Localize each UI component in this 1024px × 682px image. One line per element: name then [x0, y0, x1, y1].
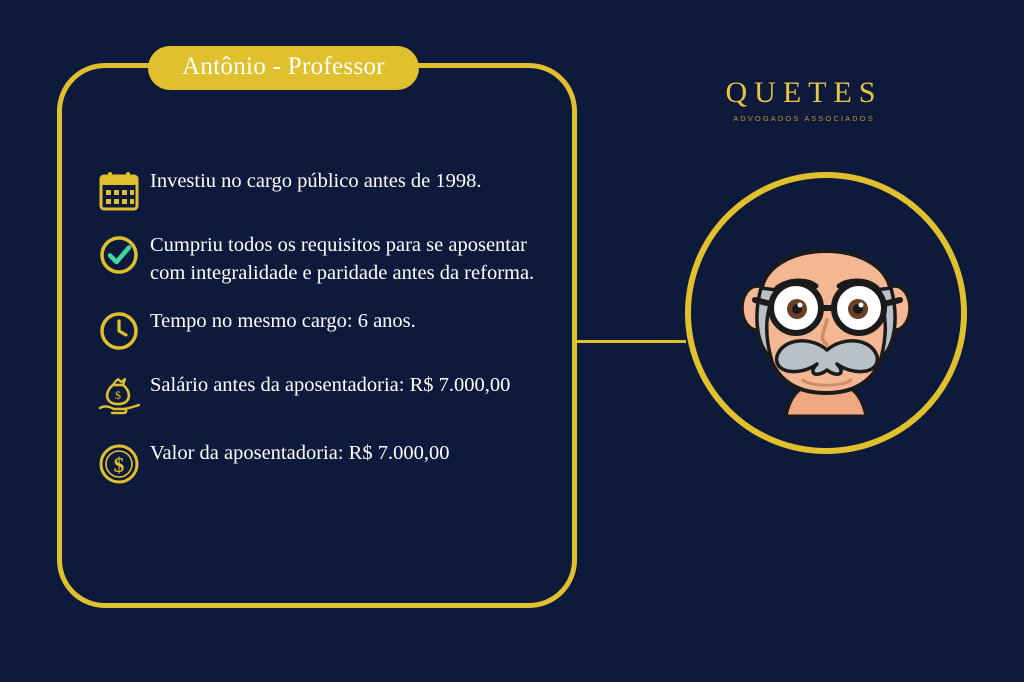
list-item-label: Salário antes da aposentadoria: R$ 7.000,00	[150, 373, 511, 396]
clock-icon	[88, 308, 150, 352]
list-item	[88, 372, 558, 420]
list-item-label: Tempo no mesmo cargo: 6 anos.	[150, 309, 416, 332]
list-item	[88, 440, 558, 486]
brand-tagline: ADVOGADOS ASSOCIADOS	[733, 114, 875, 123]
avatar-illustration	[691, 178, 961, 448]
list-item-label: Valor da aposentadoria: R$ 7.000,00	[150, 441, 450, 464]
calendar-icon	[88, 168, 150, 212]
avatar	[685, 172, 967, 454]
check-circle-icon	[88, 232, 150, 276]
connector-line	[576, 340, 686, 343]
dollar-coin-icon	[88, 440, 150, 486]
list-item-label: Cumpriu todos os requisitos para se aposentar com integralidade e paridade antes da reforma.	[150, 234, 535, 284]
brand-logo	[704, 78, 904, 123]
list-item	[88, 232, 558, 288]
card-title-badge	[148, 46, 419, 90]
page-title: Antônio - Professor	[182, 53, 385, 80]
list-item	[88, 168, 558, 212]
fact-list	[88, 168, 558, 506]
brand-name: QUETES	[725, 76, 883, 109]
svg-text:$: $	[113, 452, 125, 477]
svg-text:$: $	[115, 387, 121, 402]
money-bag-hand-icon	[88, 372, 150, 420]
list-item	[88, 308, 558, 352]
info-card	[57, 53, 577, 608]
list-item-label: Investiu no cargo público antes de 1998.	[150, 170, 482, 192]
